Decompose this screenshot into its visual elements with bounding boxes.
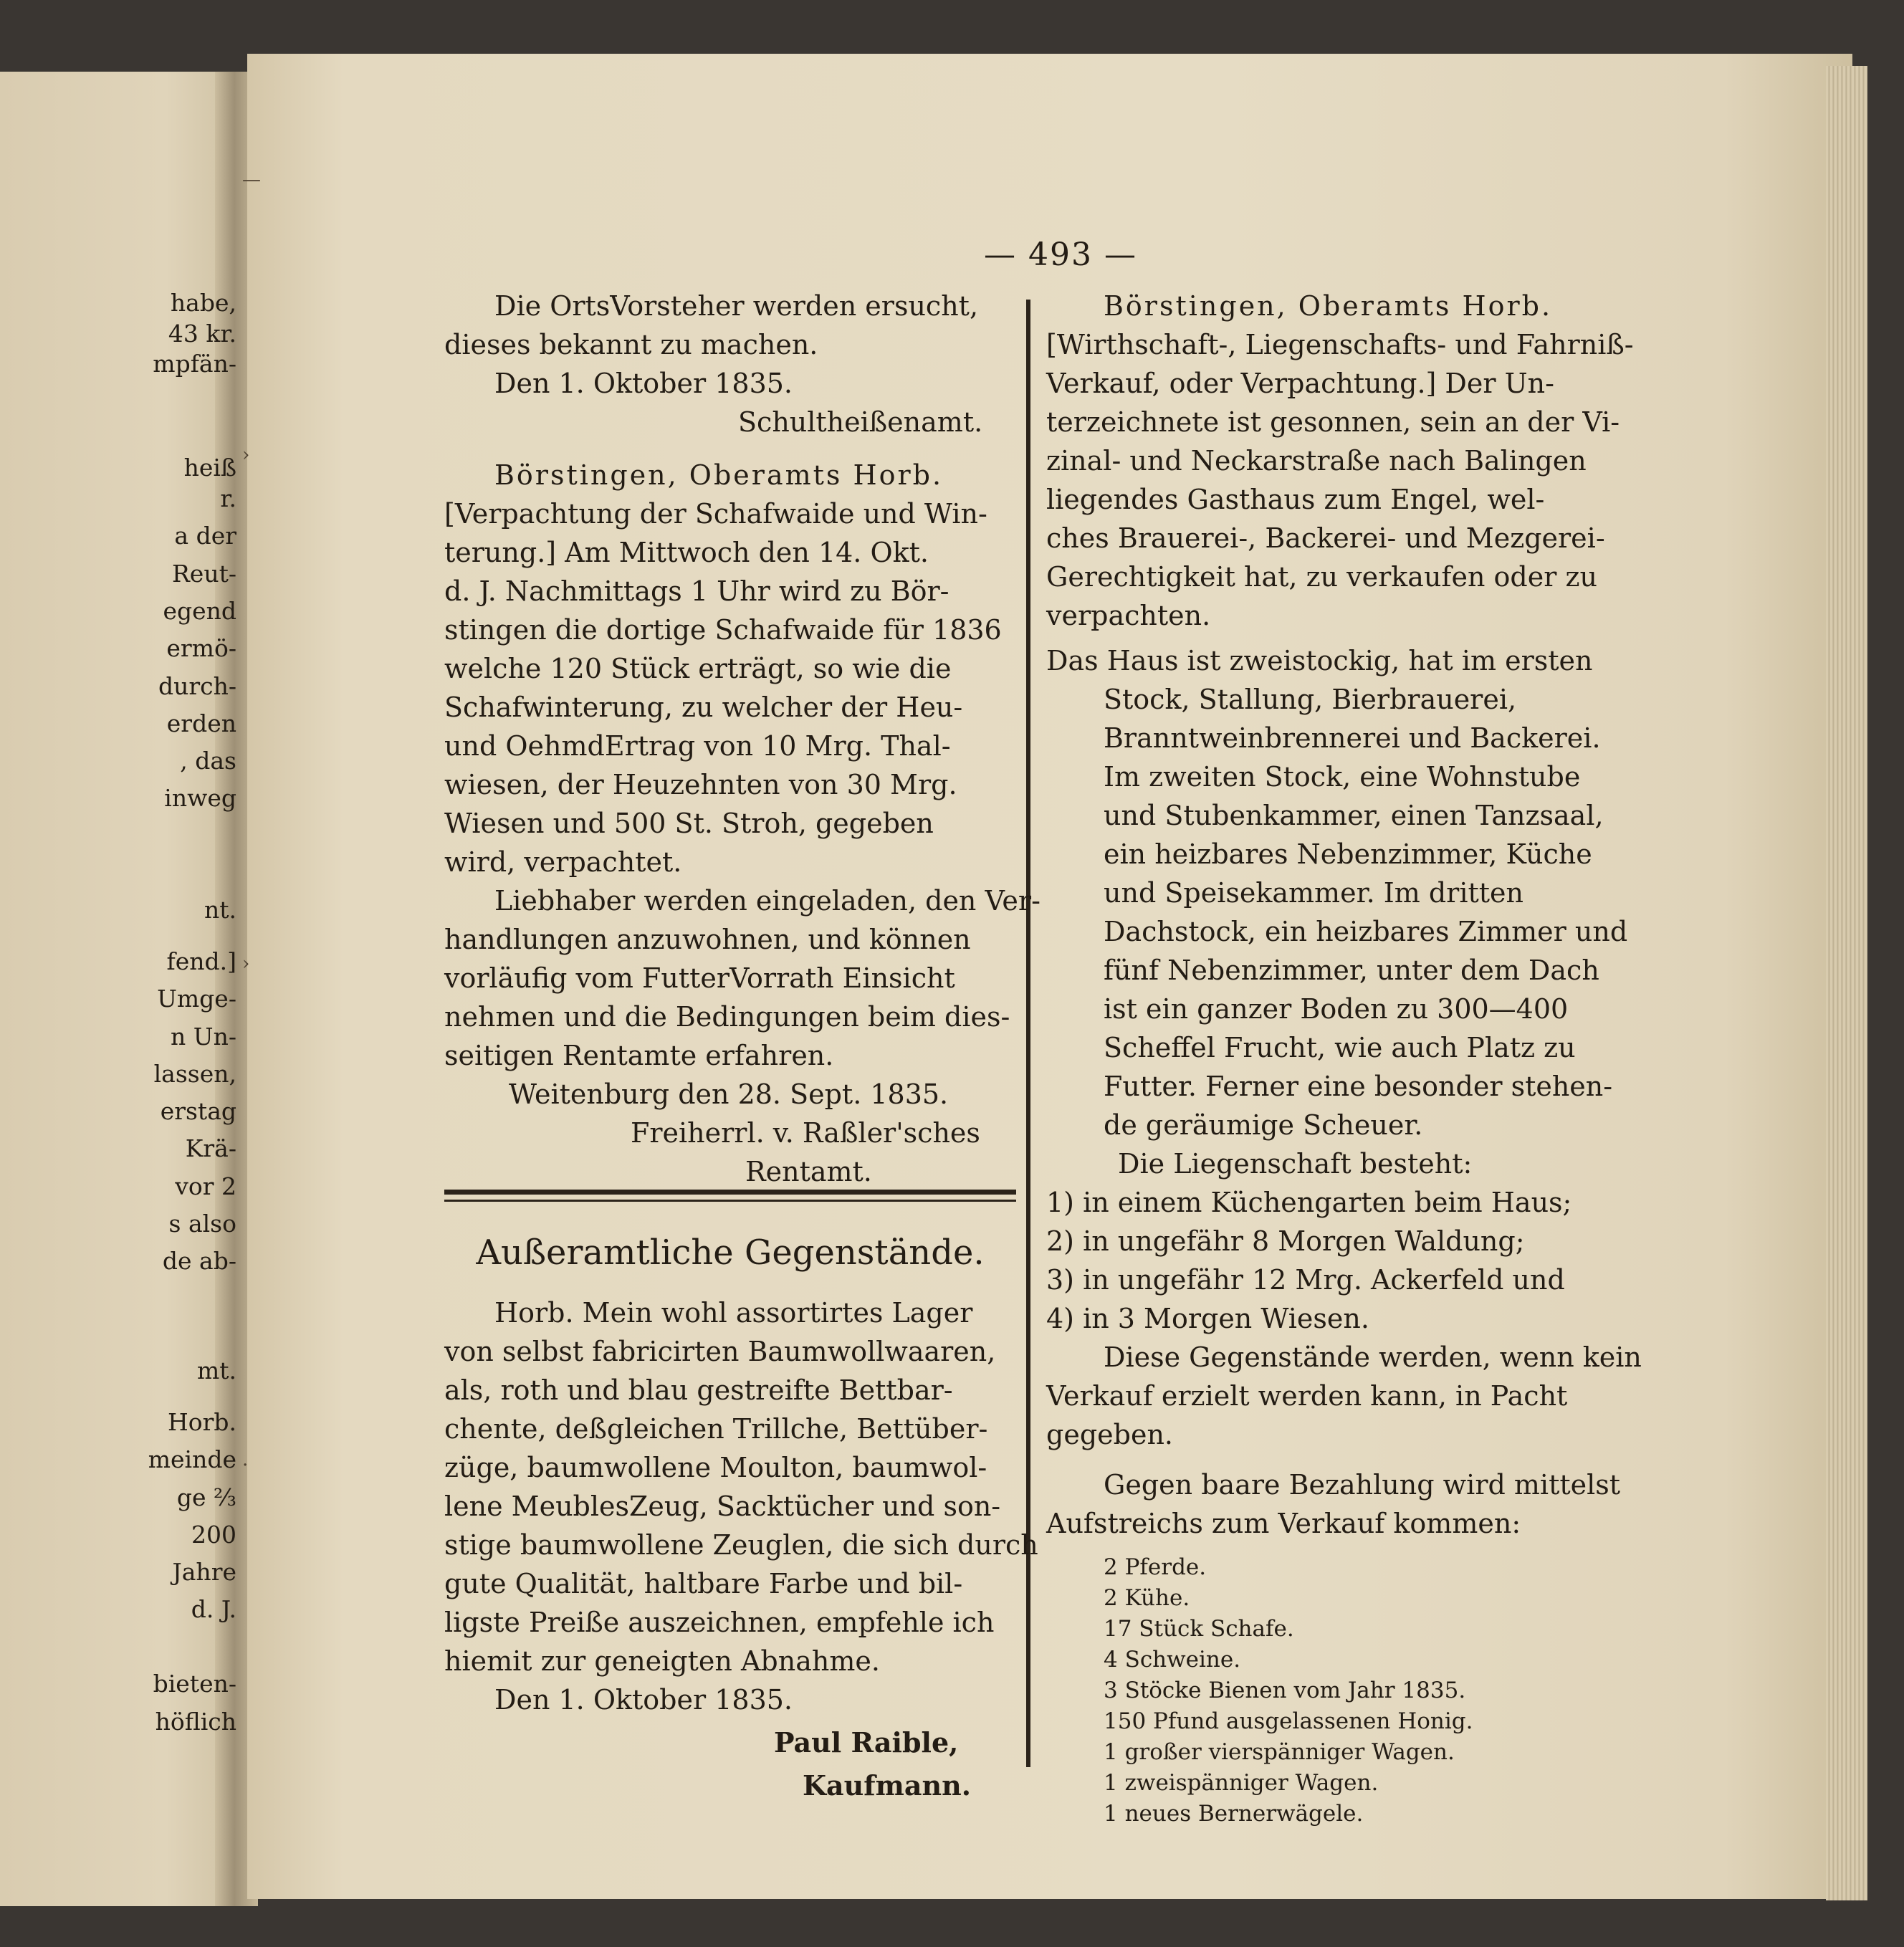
fragment-line: Umge- [157, 985, 236, 1013]
fragment-line: r. [220, 484, 236, 512]
signature: Freiherrl. v. Raßler'sches [631, 1117, 980, 1149]
text-line: Die Liegenschaft besteht: [1118, 1148, 1473, 1180]
notice-heading: Börstingen, Oberamts Horb. [494, 459, 944, 491]
text-line: ist ein ganzer Boden zu 300—400 [1104, 993, 1569, 1025]
signature: Rentamt. [745, 1156, 872, 1187]
fragment-line: bieten- [153, 1670, 236, 1698]
signature: Schultheißenamt. [738, 406, 983, 438]
fragment-line: fend.] [166, 947, 236, 975]
text-line: Weitenburg den 28. Sept. 1835. [509, 1078, 949, 1110]
fragment-line: a der [174, 522, 236, 550]
text-line: züge, baumwollene Moulton, baumwol- [444, 1452, 987, 1483]
list-item: 4) in 3 Morgen Wiesen. [1046, 1303, 1369, 1334]
text-line: welche 120 Stück erträgt, so wie die [444, 653, 952, 684]
inventory-item: 1 zweispänniger Wagen. [1104, 1770, 1379, 1796]
text-line: Scheffel Frucht, wie auch Platz zu [1104, 1032, 1576, 1063]
fragment-line: inweg [164, 784, 236, 812]
fragment-line: Jahre [172, 1558, 236, 1586]
text-line: stige baumwollene Zeuglen, die sich durch [444, 1529, 1038, 1561]
text-line: zinal- und Neckarstraße nach Balingen [1046, 445, 1587, 477]
text-line: gegeben. [1046, 1419, 1173, 1450]
text-line: Wiesen und 500 St. Stroh, gegeben [444, 808, 934, 839]
text-line: Aufstreichs zum Verkauf kommen: [1046, 1508, 1521, 1539]
text-line: Die OrtsVorsteher werden ersucht, [494, 290, 979, 322]
text-line: von selbst fabricirten Baumwollwaaren, [444, 1336, 996, 1367]
text-line: und Speisekammer. Im dritten [1104, 877, 1523, 909]
text-line: Branntweinbrennerei und Backerei. [1104, 722, 1601, 754]
text-line: Im zweiten Stock, eine Wohnstube [1104, 761, 1581, 793]
inventory-item: 4 Schweine. [1104, 1647, 1241, 1673]
fragment-line: 200 [191, 1521, 236, 1549]
text-line: handlungen anzuwohnen, und können [444, 924, 971, 955]
text-line: de geräumige Scheuer. [1104, 1109, 1423, 1141]
fragment-line: egend [163, 597, 236, 625]
text-line: als, roth und blau gestreifte Bettbar- [444, 1374, 953, 1406]
signature: Kaufmann. [803, 1769, 971, 1802]
fragment-line: 43 kr. [168, 320, 236, 348]
fragment-line: d. J. [191, 1595, 236, 1623]
fragment-line: mt. [196, 1357, 236, 1384]
text-line: lene MeublesZeug, Sacktücher und son- [444, 1491, 1001, 1522]
fragment-line: ge ⅔ [176, 1483, 236, 1511]
inventory-item: 1 neues Bernerwägele. [1104, 1801, 1364, 1827]
notice-heading: Börstingen, Oberamts Horb. [1104, 290, 1553, 322]
text-line: und Stubenkammer, einen Tanzsaal, [1104, 800, 1604, 831]
fragment-line: Krä- [185, 1134, 236, 1162]
text-line: Gerechtigkeit hat, zu verkaufen oder zu [1046, 561, 1597, 593]
inventory-item: 2 Pferde. [1104, 1554, 1207, 1580]
list-item: 2) in ungefähr 8 Morgen Waldung; [1046, 1225, 1525, 1257]
page-edges [1826, 66, 1867, 1900]
page-number: — 493 — [984, 236, 1137, 273]
text-line: liegendes Gasthaus zum Engel, wel- [1046, 484, 1545, 515]
inventory-item: 3 Stöcke Bienen vom Jahr 1835. [1104, 1678, 1466, 1703]
gutter-mark: · [242, 1455, 249, 1476]
text-line: chente, deßgleichen Trillche, Bettüber- [444, 1413, 988, 1445]
text-line: Diese Gegenstände werden, wenn kein [1104, 1341, 1642, 1373]
text-line: wiesen, der Heuzehnten von 30 Mrg. [444, 769, 957, 800]
fragment-line: durch- [158, 672, 236, 700]
text-line: verpachten. [1046, 600, 1211, 631]
fragment-line: höflich [155, 1708, 236, 1736]
text-line: ligste Preiße auszeichnen, empfehle ich [444, 1607, 995, 1638]
text-line: Gegen baare Bezahlung wird mittelst [1104, 1469, 1621, 1501]
text-line: Den 1. Oktober 1835. [494, 1684, 793, 1716]
text-line: gute Qualität, haltbare Farbe und bil- [444, 1568, 963, 1599]
list-item: 3) in ungefähr 12 Mrg. Ackerfeld und [1046, 1264, 1565, 1296]
text-line: terzeichnete ist gesonnen, sein an der Vi- [1046, 406, 1620, 438]
fragment-line: , das [180, 747, 236, 775]
text-line: ches Brauerei-, Backerei- und Mezgerei- [1046, 522, 1605, 554]
fragment-line: heiß [183, 454, 236, 482]
text-line: Verkauf erzielt werden kann, in Pacht [1046, 1380, 1568, 1412]
section-title: Außeramtliche Gegenstände. [476, 1233, 985, 1273]
text-line: terung.] Am Mittwoch den 14. Okt. [444, 537, 929, 568]
text-line: Den 1. Oktober 1835. [494, 368, 793, 399]
fragment-line: lassen, [153, 1060, 236, 1088]
text-line: d. J. Nachmittags 1 Uhr wird zu Bör- [444, 575, 949, 607]
fragment-line: s also [168, 1210, 236, 1238]
text-line: Das Haus ist zweistockig, hat im ersten [1046, 645, 1593, 676]
inventory-item: 150 Pfund ausgelassenen Honig. [1104, 1708, 1473, 1734]
text-line: fünf Nebenzimmer, unter dem Dach [1104, 955, 1599, 986]
text-line: Dachstock, ein heizbares Zimmer und [1104, 916, 1628, 947]
signature: Paul Raible, [774, 1726, 959, 1759]
text-line: vorläufig vom FutterVorrath Einsicht [444, 962, 955, 994]
fragment-line: meinde [148, 1445, 236, 1473]
gutter-mark: › [242, 444, 250, 466]
fragment-line: de ab- [162, 1247, 236, 1275]
list-item: 1) in einem Küchengarten beim Haus; [1046, 1187, 1572, 1218]
text-line: Horb. Mein wohl assortirtes Lager [494, 1297, 973, 1329]
inventory-item: 1 großer vierspänniger Wagen. [1104, 1739, 1455, 1765]
text-line: stingen die dortige Schafwaide für 1836 [444, 614, 1002, 646]
text-line: dieses bekannt zu machen. [444, 329, 818, 360]
fragment-line: Reut- [171, 560, 236, 588]
inventory-item: 17 Stück Schafe. [1104, 1616, 1294, 1642]
text-line: [Verpachtung der Schafwaide und Win- [444, 498, 987, 530]
text-line: Liebhaber werden eingeladen, den Ver- [494, 885, 1040, 917]
gutter-mark: — [242, 169, 261, 191]
text-line: Stock, Stallung, Bierbrauerei, [1104, 684, 1517, 715]
text-line: Verkauf, oder Verpachtung.] Der Un- [1046, 368, 1554, 399]
gutter-mark: › [242, 953, 250, 975]
fragment-line: habe, [170, 289, 236, 317]
section-rule-thin [444, 1200, 1016, 1202]
text-line: Futter. Ferner eine besonder stehen- [1104, 1071, 1613, 1102]
fragment-line: ermö- [166, 634, 236, 662]
fragment-line: erstag [160, 1097, 236, 1125]
text-line: und OehmdErtrag von 10 Mrg. Thal- [444, 730, 951, 762]
fragment-line: Horb. [167, 1408, 236, 1436]
inventory-item: 2 Kühe. [1104, 1585, 1190, 1611]
fragment-line: mpfän- [153, 350, 236, 378]
text-line: seitigen Rentamte erfahren. [444, 1040, 834, 1071]
section-rule [444, 1190, 1016, 1195]
text-line: ein heizbares Nebenzimmer, Küche [1104, 838, 1592, 870]
text-line: [Wirthschaft-, Liegenschafts- und Fahrniß- [1046, 329, 1634, 360]
text-line: Schafwinterung, zu welcher der Heu- [444, 692, 963, 723]
text-line: hiemit zur geneigten Abnahme. [444, 1645, 880, 1677]
fragment-line: vor 2 [175, 1172, 236, 1200]
fragment-line: n Un- [171, 1023, 236, 1051]
text-line: wird, verpachtet. [444, 846, 682, 878]
fragment-line: nt. [204, 896, 236, 924]
text-line: nehmen und die Bedingungen beim dies- [444, 1001, 1010, 1033]
fragment-line: erden [166, 709, 236, 737]
